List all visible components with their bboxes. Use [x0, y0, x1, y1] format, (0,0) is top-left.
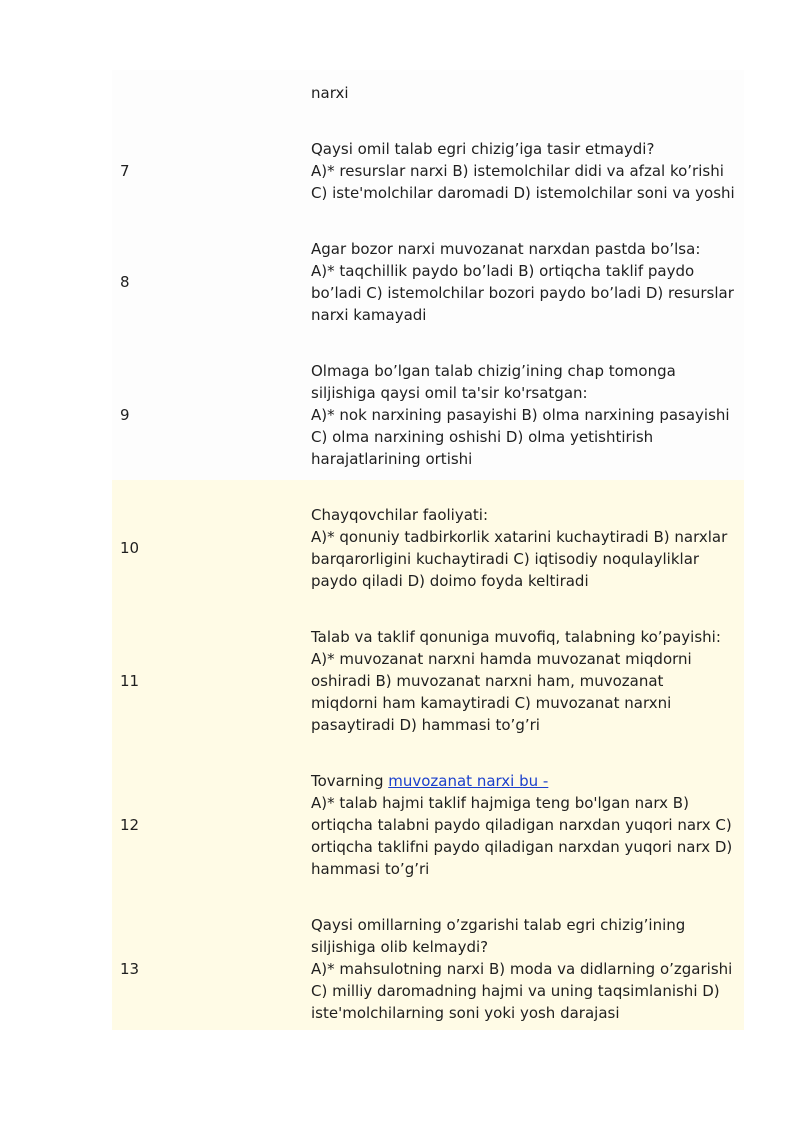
question-line: siljishiga olib kelmaydi? — [311, 938, 489, 956]
question-text — [311, 626, 741, 736]
question-line: Qaysi omillarning o’zgarishi talab egri chizig’ining — [311, 916, 686, 934]
question-line: Talab va taklif qonuniga muvofiq, talabning ko’payishi: — [311, 628, 721, 646]
question-line: A)* taqchillik paydo bo’ladi B) ortiqcha taklif paydo — [311, 262, 695, 280]
question-line: A)* resurslar narxi B) istemolchilar didi va afzal ko’rishi — [311, 162, 724, 180]
question-line: Olmaga bo’lgan talab chizig’ining chap tomonga — [311, 362, 676, 380]
question-line: paydo qiladi D) doimo foyda keltiradi — [311, 572, 589, 590]
question-line: C) iste'molchilar daromadi D) istemolchilar soni va yoshi — [311, 184, 735, 202]
question-text — [311, 138, 741, 204]
answer-continuation: narxi — [311, 84, 349, 102]
question-line: oshiradi B) muvozanat narxni ham, muvozanat — [311, 672, 664, 690]
question-line: siljishiga qaysi omil ta'sir ko'rsatgan: — [311, 384, 588, 402]
question-line: miqdorni ham kamaytiradi C) muvozanat narxni — [311, 694, 672, 712]
question-text — [311, 360, 741, 470]
term-link[interactable]: muvozanat narxi bu - — [388, 772, 549, 790]
question-line: barqarorligini kuchaytiradi C) iqtisodiy noqulayliklar — [311, 550, 700, 568]
question-line: A)* talab hajmi taklif hajmiga teng bo'lgan narx B) — [311, 794, 689, 812]
question-line: Chayqovchilar faoliyati: — [311, 506, 488, 524]
question-row — [112, 360, 744, 474]
question-row — [112, 914, 744, 1028]
question-number: 10 — [120, 539, 140, 557]
question-row — [112, 626, 744, 740]
question-line: ortiqcha talabni paydo qiladigan narxdan yuqori narx C) — [311, 816, 732, 834]
question-line: A)* muvozanat narxni hamda muvozanat miqdorni — [311, 650, 692, 668]
question-line: pasaytiradi D) hammasi to’g’ri — [311, 716, 540, 734]
question-number: 9 — [120, 406, 130, 424]
question-line: A)* qonuniy tadbirkorlik xatarini kuchaytiradi B) narxlar — [311, 528, 728, 546]
question-row — [112, 238, 744, 330]
question-row — [112, 138, 744, 208]
question-line — [311, 770, 741, 792]
question-number: 13 — [120, 960, 140, 978]
question-number: 8 — [120, 273, 130, 291]
question-line: ortiqcha taklifni paydo qiladigan narxdan yuqori narx D) — [311, 838, 733, 856]
question-line: hammasi to’g’ri — [311, 860, 430, 878]
question-line: bo’ladi C) istemolchilar bozori paydo bo’ladi D) resurslar — [311, 284, 734, 302]
question-text — [311, 914, 741, 1024]
question-line: iste'molchilarning soni yoki yosh darajasi — [311, 1004, 620, 1022]
question-number: 7 — [120, 162, 130, 180]
question-line: A)* nok narxining pasayishi B) olma narxining pasayishi — [311, 406, 730, 424]
question-line: Qaysi omil talab egri chizig’iga tasir etmaydi? — [311, 140, 655, 158]
question-prefix: Tovarning — [311, 772, 389, 790]
question-text — [311, 504, 741, 592]
question-line: narxi kamayadi — [311, 306, 427, 324]
question-line: A)* mahsulotning narxi B) moda va didlarning o’zgarishi — [311, 960, 733, 978]
question-row — [112, 770, 744, 884]
question-row — [112, 504, 744, 596]
question-number: 11 — [120, 672, 140, 690]
question-text — [311, 238, 741, 326]
question-line: C) milliy daromadning hajmi va uning taqsimlanishi D) — [311, 982, 720, 1000]
question-line: Agar bozor narxi muvozanat narxdan pastda bo’lsa: — [311, 240, 701, 258]
question-number: 12 — [120, 816, 140, 834]
question-line: C) olma narxining oshishi D) olma yetishtirish — [311, 428, 654, 446]
question-line: harajatlarining ortishi — [311, 450, 473, 468]
question-text — [311, 770, 741, 880]
